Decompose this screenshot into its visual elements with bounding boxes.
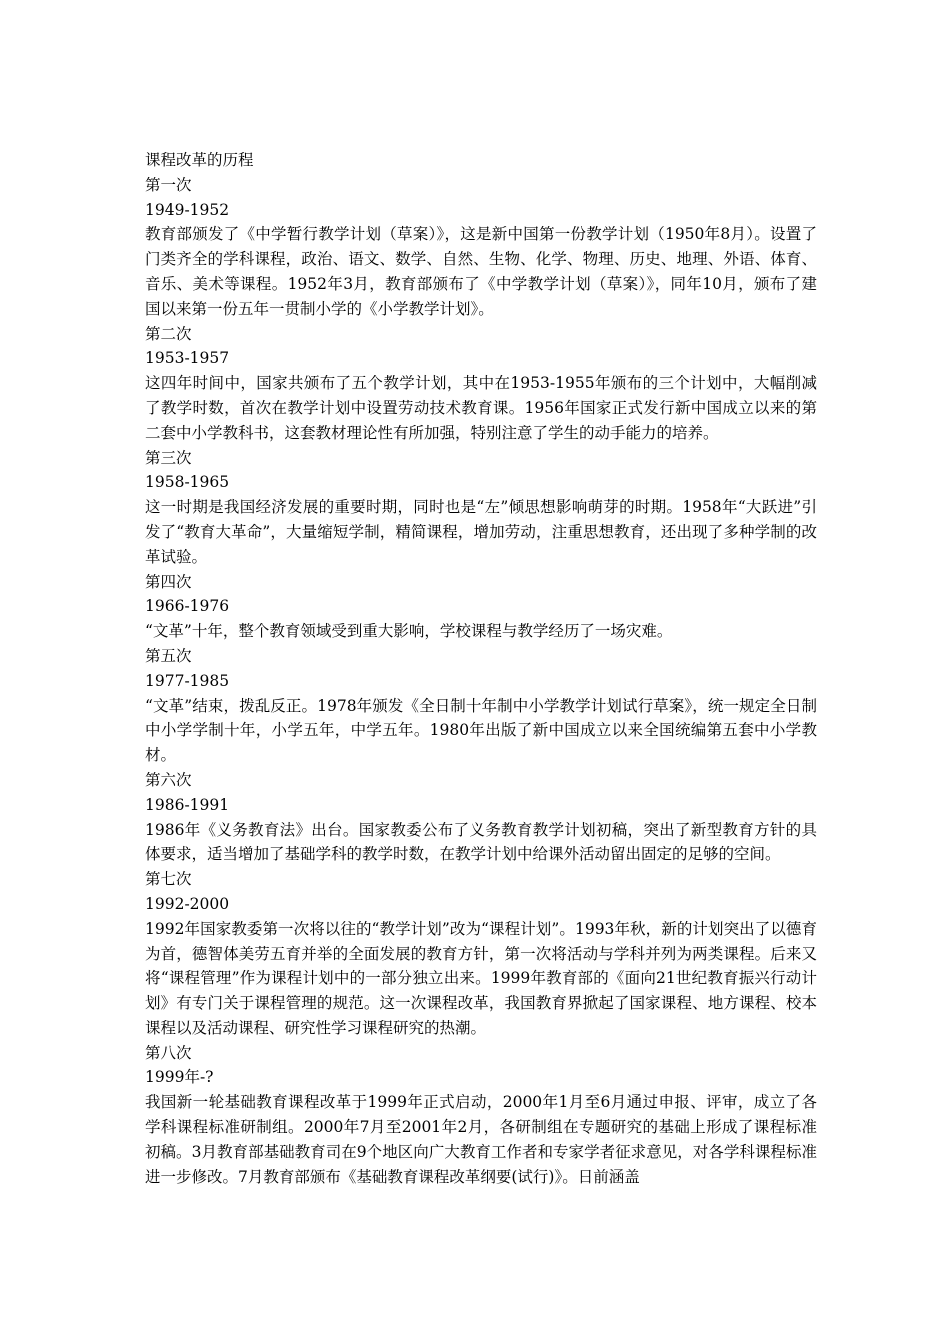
section-period: 1992-2000 <box>145 894 230 913</box>
section-1 <box>145 173 817 322</box>
section-label: 第四次 <box>145 572 192 591</box>
section-text: 教育部颁发了《中学暂行教学计划（草案）》，这是新中国第一份教学计划（1950年8月）。设置了门类齐全的学科课程，政治、语文、数学、自然、生物、化学、物理、历史、地理、外语、体育、音乐、美术等课程。1952年3月，教育部颁布了《中学教学计划（草案）》，同年10月，颁布了建国以来第一份五年一贯制小学的《小学教学计划》。 <box>145 225 817 318</box>
section-period: 1977-1985 <box>145 671 230 690</box>
document-body <box>145 148 817 1189</box>
section-2 <box>145 322 817 446</box>
section-label: 第八次 <box>145 1043 192 1062</box>
document-title: 课程改革的历程 <box>145 151 254 169</box>
section-3 <box>145 446 817 570</box>
section-4 <box>145 570 817 644</box>
section-6 <box>145 768 817 867</box>
section-period: 1958-1965 <box>145 473 230 492</box>
section-text: 1986年《义务教育法》出台。国家教委公布了义务教育教学计划初稿，突出了新型教育方针的具体要求，适当增加了基础学科的教学时数，在教学计划中给课外活动留出固定的足够的空间。 <box>145 820 817 864</box>
section-label: 第五次 <box>145 646 192 665</box>
section-label: 第七次 <box>145 870 192 889</box>
section-7 <box>145 867 817 1041</box>
section-period: 1953-1957 <box>145 349 230 368</box>
section-label: 第三次 <box>145 448 192 467</box>
section-text: 这一时期是我国经济发展的重要时期，同时也是“左”倾思想影响萌芽的时期。1958年“大跃进”引发了“教育大革命”，大量缩短学制，精简课程，增加劳动，注重思想教育，还出现了多种学制的改革试验。 <box>145 498 817 566</box>
section-8 <box>145 1041 817 1190</box>
section-text: “文革”结束，拨乱反正。1978年颁发《全日制十年制中小学教学计划试行草案》，统一规定全日制中小学学制十年，小学五年，中学五年。1980年出版了新中国成立以来全国统编第五套中小学教材。 <box>145 696 817 765</box>
section-text: “文革”十年，整个教育领域受到重大影响，学校课程与教学经历了一场灾难。 <box>145 622 673 641</box>
section-text: 1992年国家教委第一次将以往的“教学计划”改为“课程计划”。1993年秋，新的计划突出了以德育为首，德智体美劳五育并举的全面发展的教育方针，第一次将活动与学科并列为两类课程。后来又将“课程管理”作为课程计划中的一部分独立出来。1999年教育部的《面向21世纪教育振兴行动计划》有专门关于课程管理的规范。这一次课程改革，我国教育界掀起了国家课程、地方课程、校本课程以及活动课程、研究性学习课程研究的热潮。 <box>145 919 817 1037</box>
section-period: 1966-1976 <box>145 597 230 616</box>
section-label: 第六次 <box>145 770 192 789</box>
section-period: 1986-1991 <box>145 795 230 814</box>
section-label: 第二次 <box>145 324 192 343</box>
section-text: 这四年时间中，国家共颁布了五个教学计划，其中在1953-1955年颁布的三个计划中，大幅削减了教学时数，首次在教学计划中设置劳动技术教育课。1956年国家正式发行新中国成立以来的第二套中小学教科书，这套教材理论性有所加强，特别注意了学生的动手能力的培养。 <box>145 374 817 442</box>
section-5 <box>145 644 817 768</box>
section-period: 1949-1952 <box>145 200 230 219</box>
section-label: 第一次 <box>145 175 192 194</box>
section-text: 我国新一轮基础教育课程改革于1999年正式启动，2000年1月至6月通过申报、评审，成立了各学科课程标准研制组。2000年7月至2001年2月，各研制组在专题研究的基础上形成了课程标准初稿。3月教育部基础教育司在9个地区向广大教育工作者和专家学者征求意见，对各学科课程标准进一步修改。7月教育部颁布《基础教育课程改革纲要(试行)》。日前涵盖 <box>145 1093 817 1186</box>
section-period: 1999年-? <box>145 1068 214 1087</box>
